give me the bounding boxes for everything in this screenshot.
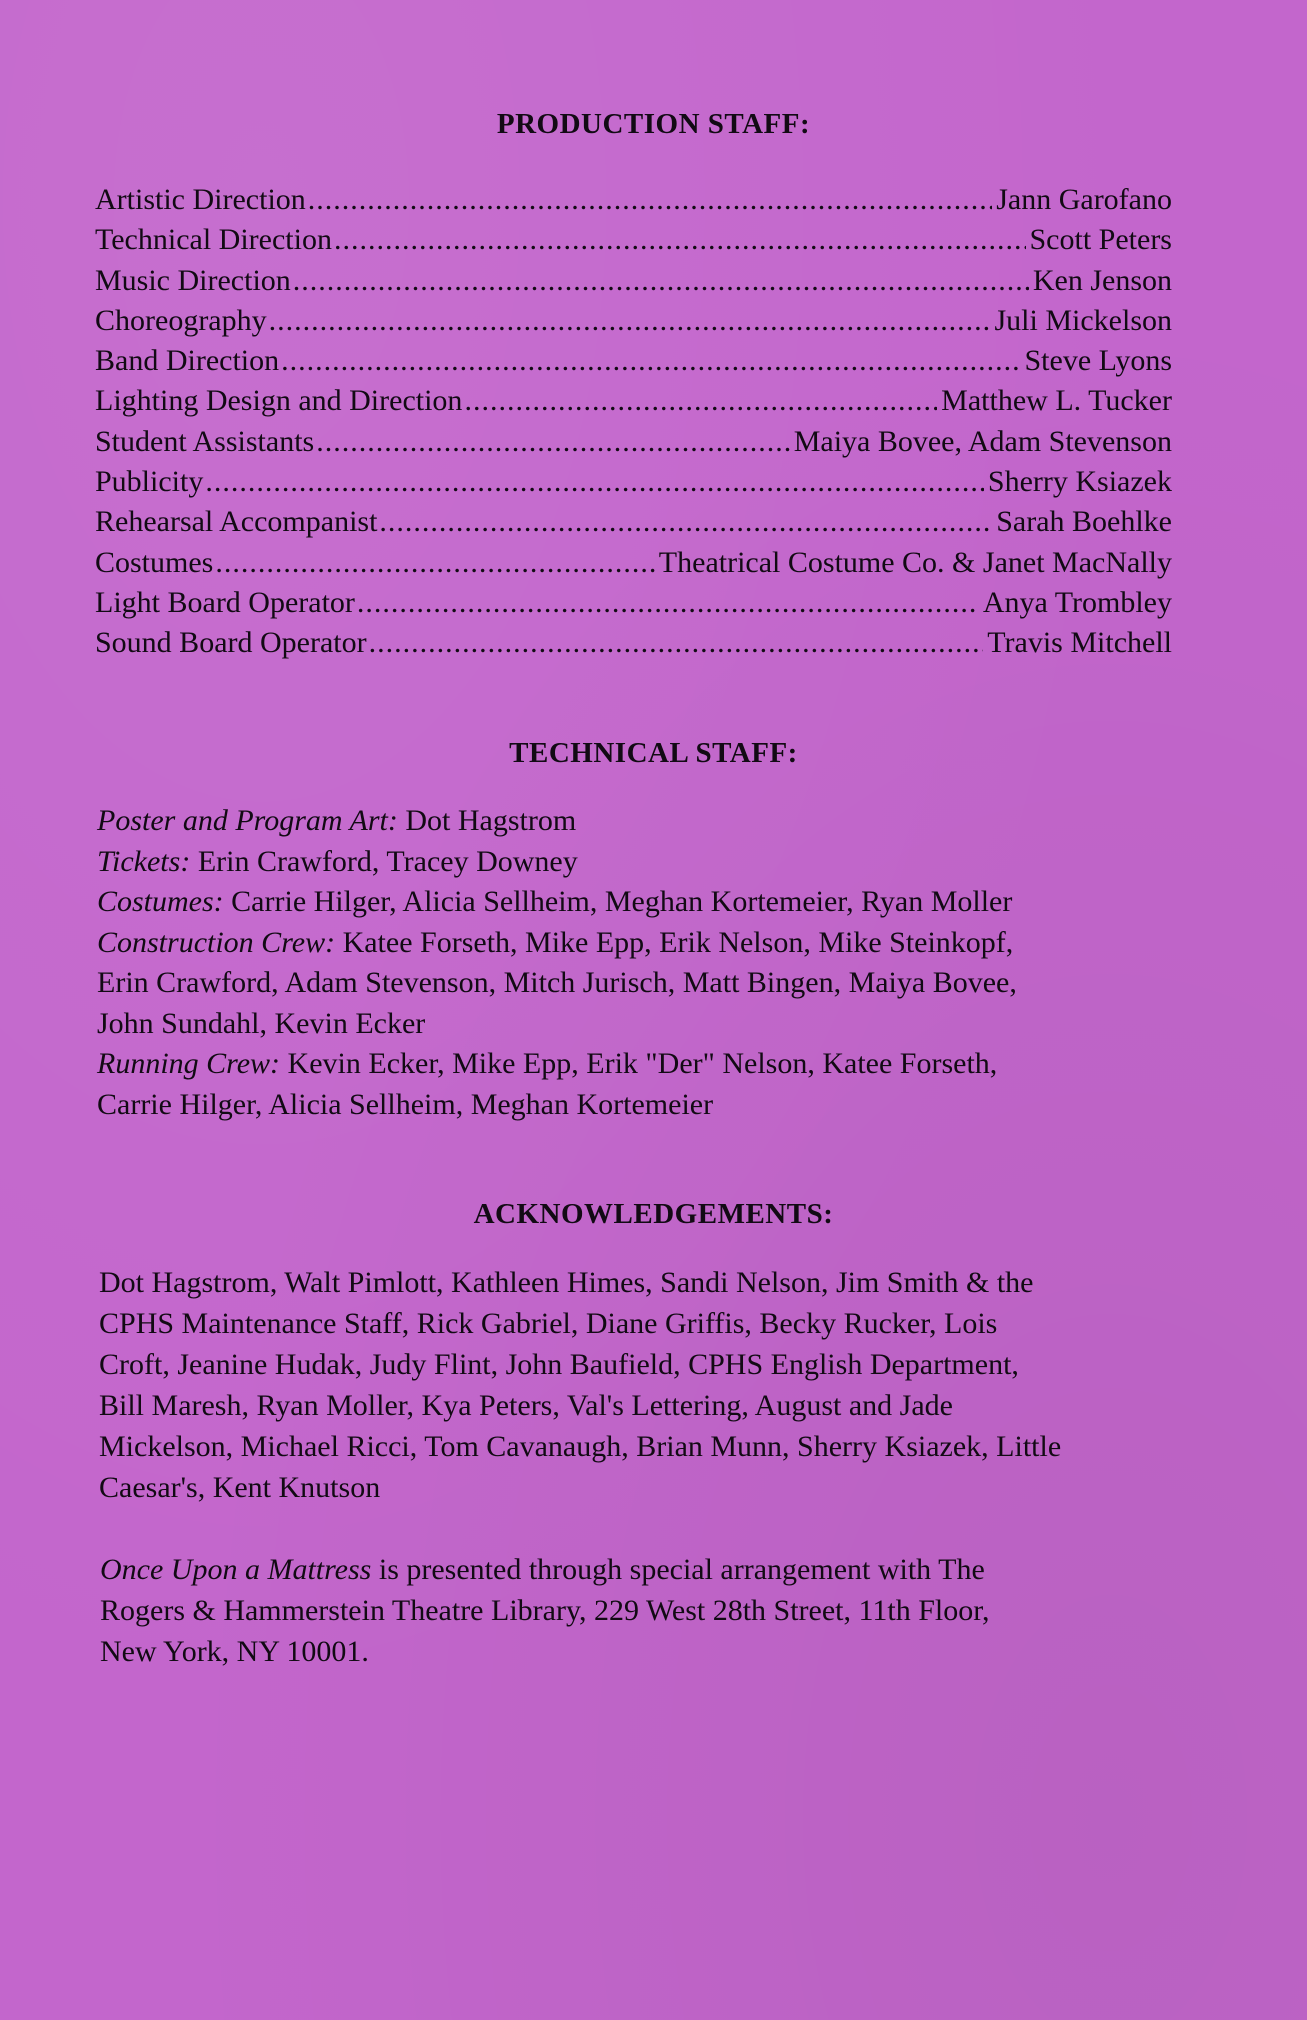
staff-name: Scott Peters — [1029, 223, 1172, 257]
crew-label: Poster and Program Art: — [97, 804, 398, 837]
staff-role: Sound Board Operator — [95, 626, 367, 660]
staff-name: Sarah Boehlke — [996, 505, 1172, 539]
staff-name: Juli Mickelson — [994, 303, 1172, 337]
acknowledgements-heading: ACKNOWLEDGEMENTS: — [473, 1198, 834, 1230]
crew-label: Running Crew: — [97, 1047, 281, 1080]
crew-names: John Sundahl, Kevin Ecker — [97, 1006, 426, 1040]
crew-label: Costumes: — [97, 885, 224, 918]
technical-staff-line — [97, 842, 1177, 883]
dot-leader — [308, 180, 992, 220]
staff-name: Travis Mitchell — [987, 626, 1172, 660]
staff-role: Technical Direction — [95, 223, 332, 257]
staff-row — [95, 583, 1172, 623]
crew-names: Erin Crawford, Tracey Downey — [190, 844, 578, 878]
crew-names: Carrie Hilger, Alicia Sellheim, Meghan Kortemeier, Ryan Moller — [223, 885, 1013, 918]
acknowledgement-line: Mickelson, Michael Ricci, Tom Cavanaugh, Brian Munn, Sherry Ksiazek, Little — [99, 1430, 1062, 1463]
rights-note-line: New York, NY 10001. — [100, 1635, 369, 1668]
crew-label: Construction Crew: — [97, 925, 336, 959]
rights-note-text: is presented through special arrangement with The — [371, 1553, 985, 1586]
crew-names: Erin Crawford, Adam Stevenson, Mitch Jurisch, Matt Bingen, Maiya Bovee, — [97, 966, 1017, 999]
staff-role: Music Direction — [95, 263, 291, 297]
acknowledgement-line: Dot Hagstrom, Walt Pimlott, Kathleen Himes, Sandi Nelson, Jim Smith & the — [99, 1266, 1034, 1299]
rights-note-line: Rogers & Hammerstein Theatre Library, 229 West 28th Street, 11th Floor, — [100, 1594, 990, 1627]
staff-name: Steve Lyons — [1024, 344, 1172, 378]
production-staff-heading: PRODUCTION STAFF: — [496, 108, 811, 140]
technical-staff-line — [97, 801, 1177, 842]
technical-staff-line — [97, 923, 1177, 964]
technical-staff-line — [97, 882, 1177, 923]
staff-row — [95, 502, 1172, 542]
technical-staff-line — [97, 1085, 1177, 1126]
acknowledgements-text — [99, 1262, 1199, 1508]
staff-row — [95, 261, 1172, 301]
dot-leader — [379, 502, 992, 542]
acknowledgement-line: Croft, Jeanine Hudak, Judy Flint, John Baufield, CPHS English Department, — [99, 1348, 1019, 1381]
staff-row — [95, 422, 1172, 462]
staff-name: Anya Trombley — [982, 585, 1172, 619]
technical-staff-line — [97, 1004, 1177, 1045]
staff-role: Student Assistants — [95, 424, 315, 458]
staff-role: Band Direction — [95, 344, 280, 378]
staff-name: Jann Garofano — [996, 183, 1172, 216]
staff-row — [95, 220, 1172, 260]
staff-row — [95, 381, 1172, 421]
technical-staff-line — [97, 1044, 1177, 1085]
crew-names: Dot Hagstrom — [397, 804, 577, 837]
staff-role: Choreography — [95, 303, 267, 337]
technical-staff-heading: TECHNICAL STAFF: — [509, 737, 798, 769]
acknowledgement-line: CPHS Maintenance Staff, Rick Gabriel, Diane Griffis, Becky Rucker, Lois — [99, 1307, 998, 1340]
acknowledgement-line: Caesar's, Kent Knutson — [99, 1471, 381, 1504]
staff-row — [95, 462, 1172, 502]
staff-row — [95, 623, 1172, 663]
staff-row — [95, 301, 1172, 341]
dot-leader — [215, 543, 654, 583]
staff-name: Ken Jenson — [1032, 263, 1172, 297]
dot-leader — [357, 583, 979, 623]
staff-role: Lighting Design and Direction — [95, 384, 463, 418]
production-staff-list — [95, 180, 1172, 664]
dot-leader — [334, 220, 1026, 260]
staff-row — [95, 543, 1172, 583]
staff-role: Publicity — [95, 465, 204, 499]
show-title: Once Upon a Mattress — [100, 1553, 372, 1586]
staff-role: Artistic Direction — [95, 183, 306, 216]
technical-staff-list — [97, 801, 1177, 1125]
staff-name: Maiya Bovee, Adam Stevenson — [793, 424, 1172, 458]
technical-staff-line — [97, 963, 1177, 1004]
rights-note — [100, 1549, 1180, 1672]
crew-label: Tickets: — [97, 844, 191, 878]
acknowledgement-line: Bill Maresh, Ryan Moller, Kya Peters, Val's Lettering, August and Jade — [99, 1389, 953, 1422]
staff-name: Sherry Ksiazek — [987, 465, 1172, 499]
rights-note-line — [100, 1549, 1180, 1590]
staff-role: Rehearsal Accompanist — [95, 505, 378, 539]
dot-leader — [316, 422, 790, 462]
dot-leader — [205, 462, 984, 502]
staff-row — [95, 180, 1172, 220]
dot-leader — [269, 301, 991, 341]
crew-names: Carrie Hilger, Alicia Sellheim, Meghan Kortemeier — [97, 1087, 714, 1121]
dot-leader — [464, 381, 937, 421]
staff-name: Matthew L. Tucker — [941, 384, 1172, 418]
dot-leader — [369, 623, 984, 663]
dot-leader — [281, 341, 1020, 381]
crew-names: Kevin Ecker, Mike Epp, Erik "Der" Nelson, Katee Forseth, — [280, 1047, 998, 1080]
staff-row — [95, 341, 1172, 381]
staff-role: Light Board Operator — [95, 585, 355, 619]
crew-names: Katee Forseth, Mike Epp, Erik Nelson, Mike Steinkopf, — [335, 925, 1014, 959]
staff-name: Theatrical Costume Co. & Janet MacNally — [658, 545, 1172, 579]
staff-role: Costumes — [95, 545, 214, 579]
dot-leader — [293, 261, 1029, 301]
